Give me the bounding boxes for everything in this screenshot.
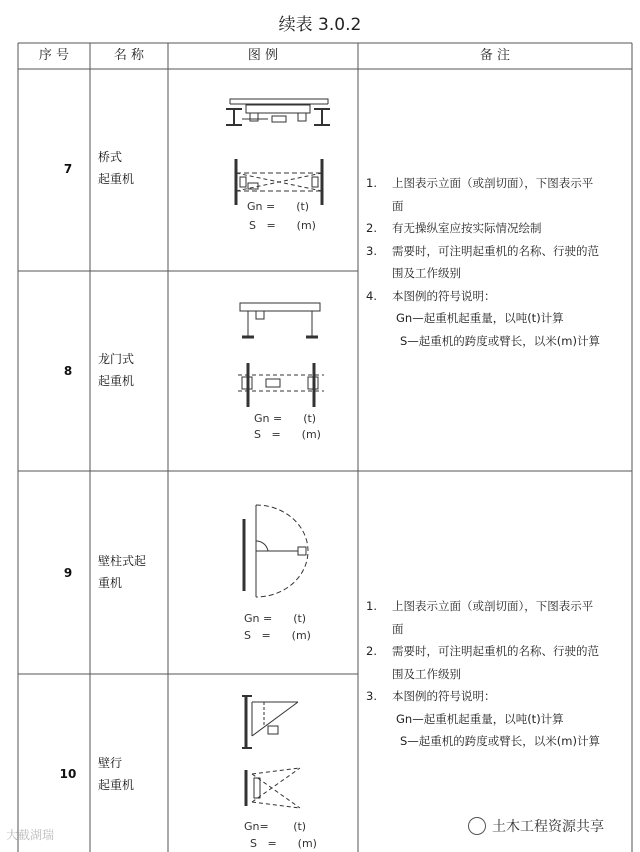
- header-name: 名 称: [113, 48, 145, 63]
- bridge-crane-symbol: [168, 69, 358, 271]
- s-label-9: S = (m): [244, 629, 311, 642]
- gn-label-10: Gn= (t): [244, 820, 307, 833]
- row-number-7: 7: [63, 162, 73, 176]
- row-number-10: 10: [59, 767, 77, 781]
- row-number-8: 8: [63, 364, 73, 378]
- wall-column-crane-symbol: [168, 471, 358, 674]
- remarks-block-a: 1. 上图表示立面（或剖切面），下图表示平 面 2. 有无操纵室应按实际情况绘制 3. 需要时，可注明起重机的名称、行驶的范 围及工作级别 4. 本图例的符号说明： Gn—起重机起重量，以吨(t)计算 S—起重机的跨度或臂长，以米(m)计算: [366, 176, 600, 348]
- watermark-left: 大截湖瑞: [6, 828, 55, 842]
- watermark-right: 土木工程资源共享: [468, 816, 604, 836]
- wechat-icon: [468, 817, 486, 835]
- s-label-8: S = (m): [254, 428, 321, 441]
- row-number-9: 9: [63, 566, 73, 580]
- s-label-10: S = (m): [250, 837, 317, 850]
- row-name-9: 壁柱式起 重机: [98, 554, 147, 590]
- gn-label-8: Gn = (t): [254, 412, 317, 425]
- header-legend: 图 例: [247, 48, 279, 63]
- row-name-10: 壁行 起重机: [98, 756, 135, 792]
- gn-label-9: Gn = (t): [244, 612, 307, 625]
- gantry-crane-symbol: [168, 271, 358, 471]
- row-name-7: 桥式 起重机: [98, 150, 135, 186]
- remarks-block-b: 1. 上图表示立面（或剖切面），下图表示平 面 2. 需要时，可注明起重机的名称、行驶的范 围及工作级别 3. 本图例的符号说明： Gn—起重机起重量，以吨(t)计算 S—起重机的跨度或臂长，以米(m)计算: [366, 599, 600, 748]
- header-remark: 备 注: [479, 48, 511, 63]
- header-num: 序 号: [38, 48, 70, 63]
- s-label-7: S = (m): [249, 219, 316, 232]
- gn-label-7: Gn = (t): [247, 200, 310, 213]
- row-name-8: 龙门式 起重机: [98, 352, 135, 388]
- table-title: 续表 3.0.2: [278, 15, 362, 35]
